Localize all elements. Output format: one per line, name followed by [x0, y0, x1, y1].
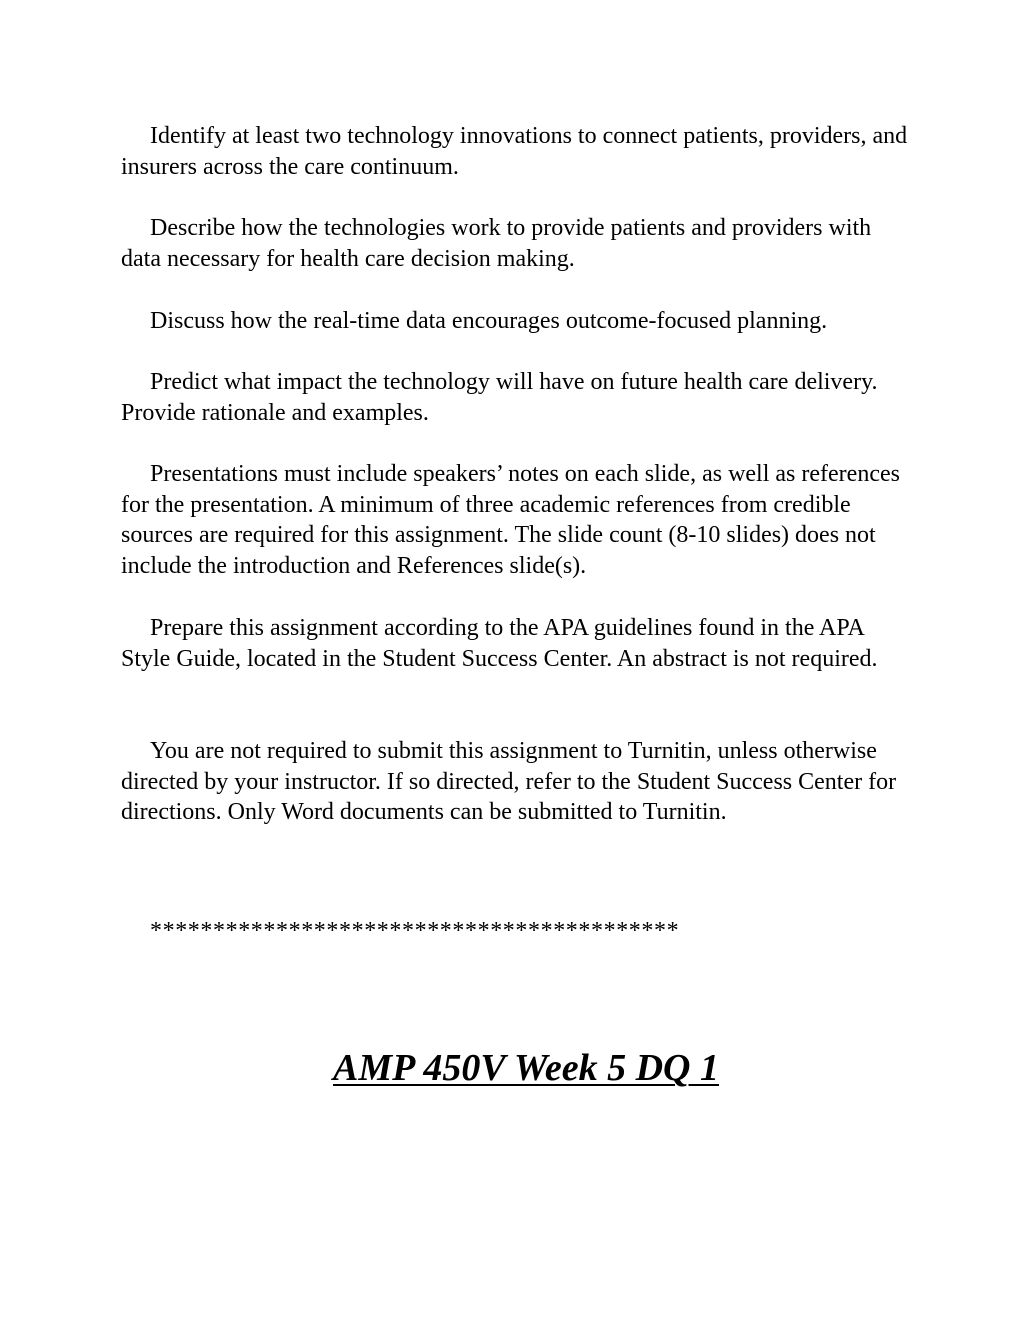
paragraph-text: Presentations must include speakers’ notes on each slide, as well as references for the presentation. A minimum of three academic references from credible sources are required for this assignment. The slide count (8-10 slides) does not include the introduction and References slide(s).	[121, 461, 900, 580]
paragraph-text: You are not required to submit this assignment to Turnitin, unless otherwise directed by your instructor. If so directed, refer to the Student Success Center for directions. Only Word documents can be submitted to Turnitin.	[121, 738, 897, 826]
section-heading: AMP 450V Week 5 DQ 1	[333, 1047, 719, 1089]
paragraph-text: Prepare this assignment according to the APA guidelines found in the APA Style Guide, located in the Student Success Center. An abstract is not required.	[121, 615, 878, 672]
paragraph-text: Identify at least two technology innovations to connect patients, providers, and insurers across the care continuum.	[121, 123, 908, 180]
paragraph-identify-technologies	[121, 121, 911, 182]
paragraph-turnitin	[121, 736, 911, 828]
paragraph-predict-impact	[121, 367, 911, 428]
paragraph-text: Predict what impact the technology will have on future health care delivery. Provide rationale and examples.	[121, 369, 878, 426]
paragraph-describe-technologies	[121, 213, 911, 274]
paragraph-discuss-real-time-data	[121, 306, 911, 337]
paragraph-text: Describe how the technologies work to provide patients and providers with data necessary for health care decision making.	[121, 215, 872, 272]
paragraph-text: Discuss how the real-time data encourages outcome-focused planning.	[150, 308, 828, 334]
paragraph-presentation-requirements	[121, 459, 911, 582]
paragraph-apa-guidelines	[121, 613, 911, 674]
asterisk-separator: ******************************************	[150, 918, 680, 944]
